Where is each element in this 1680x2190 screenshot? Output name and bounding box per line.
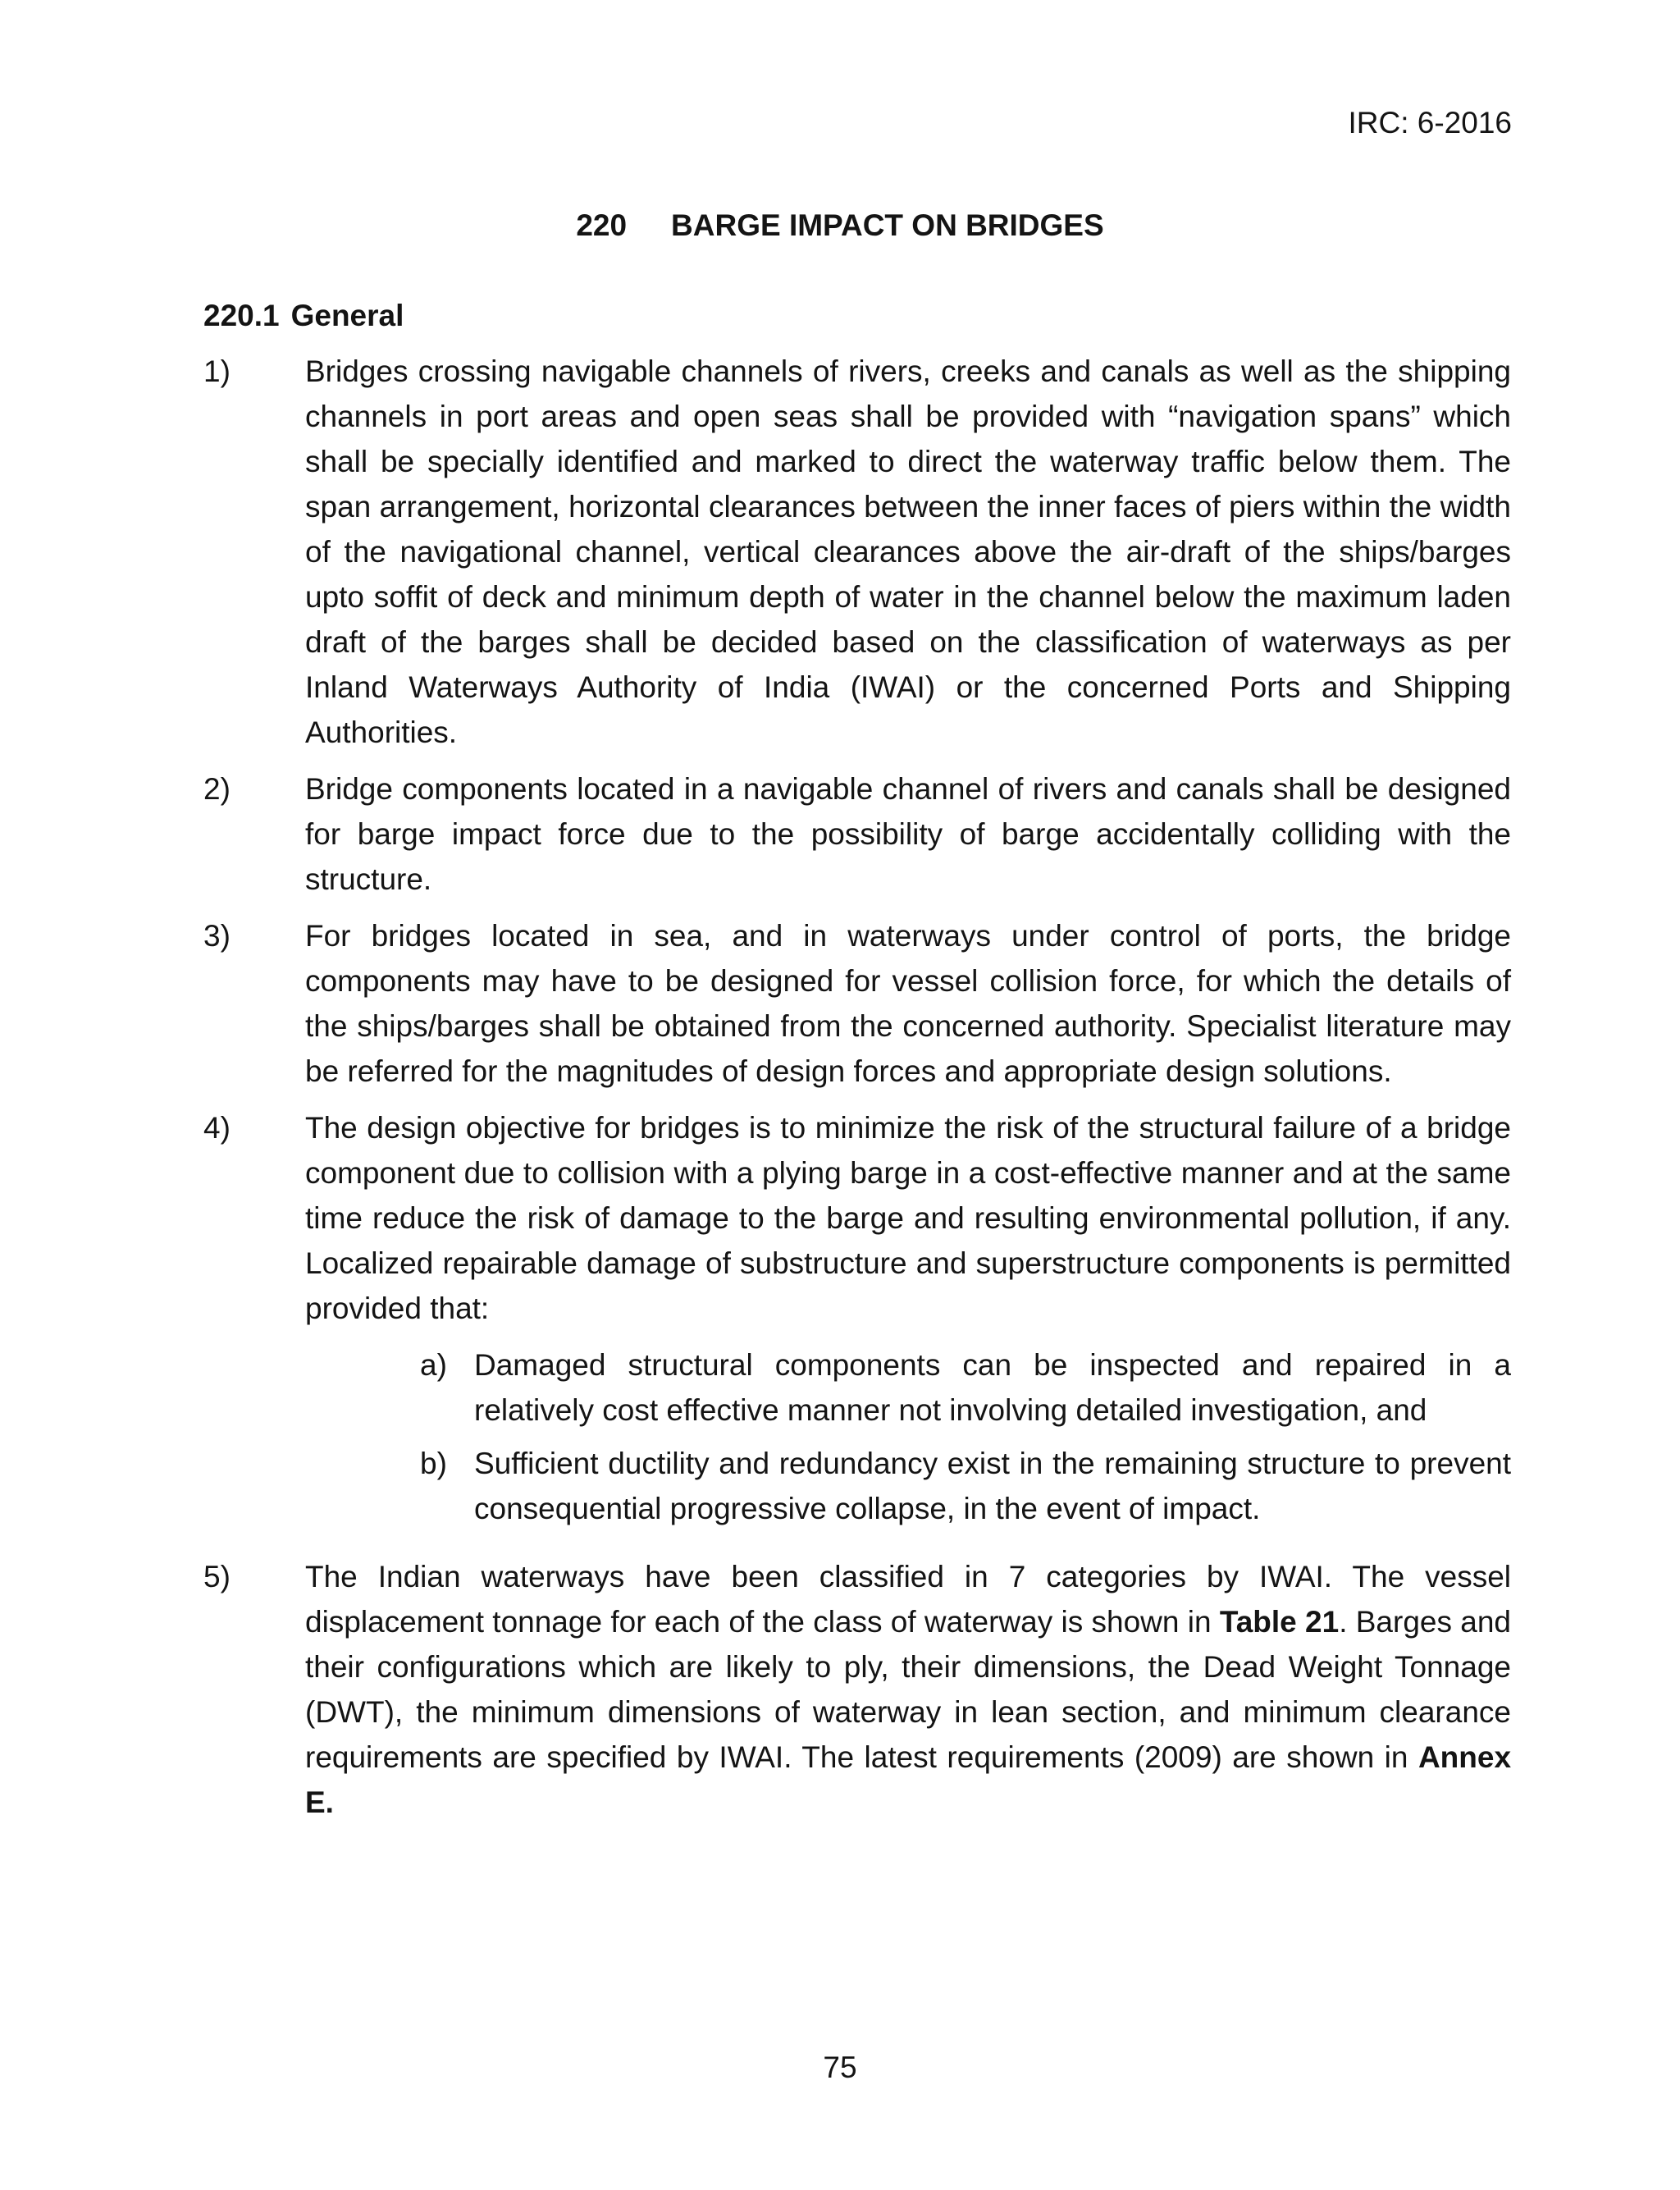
clause-content [305,1105,1511,1543]
clause-number: 1) [203,354,231,388]
clause-item-4 [203,1105,1511,1543]
clause-item-3 [203,913,1511,1094]
clause-item-5 [203,1554,1511,1825]
clause-text-part-2: . Barges and their configurations which are likely to ply, their dimensions, the Dead Weight Tonnage (DWT), the minimum dimensions of waterway in lean section, and minimum clearance requirements are specified by IWAI. The latest requirements (2009) are shown in [305,1605,1512,1774]
clause-number: 2) [203,772,231,806]
clause-text: Bridge components located in a navigable channel of rivers and canals shall be designed for barge impact force due to the possibility of barge accidentally colliding with the structure. [305,772,1511,896]
annex-reference: Annex E. [305,1740,1512,1819]
subsection-heading [203,291,404,341]
clause-list [203,349,1511,1836]
sub-clause-text: Sufficient ductility and redundancy exist in the remaining structure to prevent consequential progressive collapse, in the event of impact. [474,1447,1511,1525]
page-number: 75 [823,2051,857,2084]
subsection-title: General [290,299,404,332]
clause-text [305,1554,1511,1825]
clause-number: 5) [203,1560,231,1593]
clause-number: 3) [203,919,231,953]
section-number: 220 [576,208,628,242]
table-reference: Table 21 [1219,1605,1340,1639]
sub-clause-list [420,1342,1511,1531]
clause-number: 4) [203,1111,231,1145]
clause-item-2 [203,766,1511,902]
sub-clause-number: a) [420,1348,447,1382]
document-code-header: IRC: 6-2016 [1348,106,1512,139]
clause-text-part-1: The Indian waterways have been classified in 7 categories by IWAI. The vessel displacement tonnage for each of the class of waterway is shown in [305,1560,1511,1639]
sub-clause-item-b [420,1441,1511,1531]
sub-clause-number: b) [420,1447,447,1480]
subsection-number: 220.1 [203,299,280,332]
clause-text: Bridges crossing navigable channels of rivers, creeks and canals as well as the shipping channels in port areas and open seas shall be provided with “navigation spans” which shall be specially identified and marked to direct the waterway traffic below them. The span arrangement, horizontal clearances between the inner faces of piers within the width of the navigational channel, vertical clearances above the air-draft of the ships/barges upto soffit of deck and minimum depth of water in the channel below the maximum laden draft of the barges shall be decided based on the classification of waterways as per Inland Waterways Authority of India (IWAI) or the concerned Ports and Shipping Authorities. [305,354,1511,749]
clause-text: For bridges located in sea, and in waterways under control of ports, the bridge components may have to be designed for vessel collision force, for which the details of the ships/barges shall be obtained from the concerned authority. Specialist literature may be referred for the magnitudes of design forces and appropriate design solutions. [305,919,1511,1088]
clause-item-1 [203,349,1511,755]
section-heading [0,201,1680,250]
sub-clause-item-a [420,1342,1511,1433]
sub-clause-text: Damaged structural components can be inspected and repaired in a relatively cost effective manner not involving detailed investigation, and [474,1348,1511,1427]
clause-text: The design objective for bridges is to minimize the risk of the structural failure of a bridge component due to collision with a plying barge in a cost-effective manner and at the same time reduce the risk of damage to the barge and resulting environmental pollution, if any. Localized repairable damage of substructure and superstructure components is permitted provided that: [305,1111,1511,1325]
section-title: BARGE IMPACT ON BRIDGES [671,208,1104,242]
